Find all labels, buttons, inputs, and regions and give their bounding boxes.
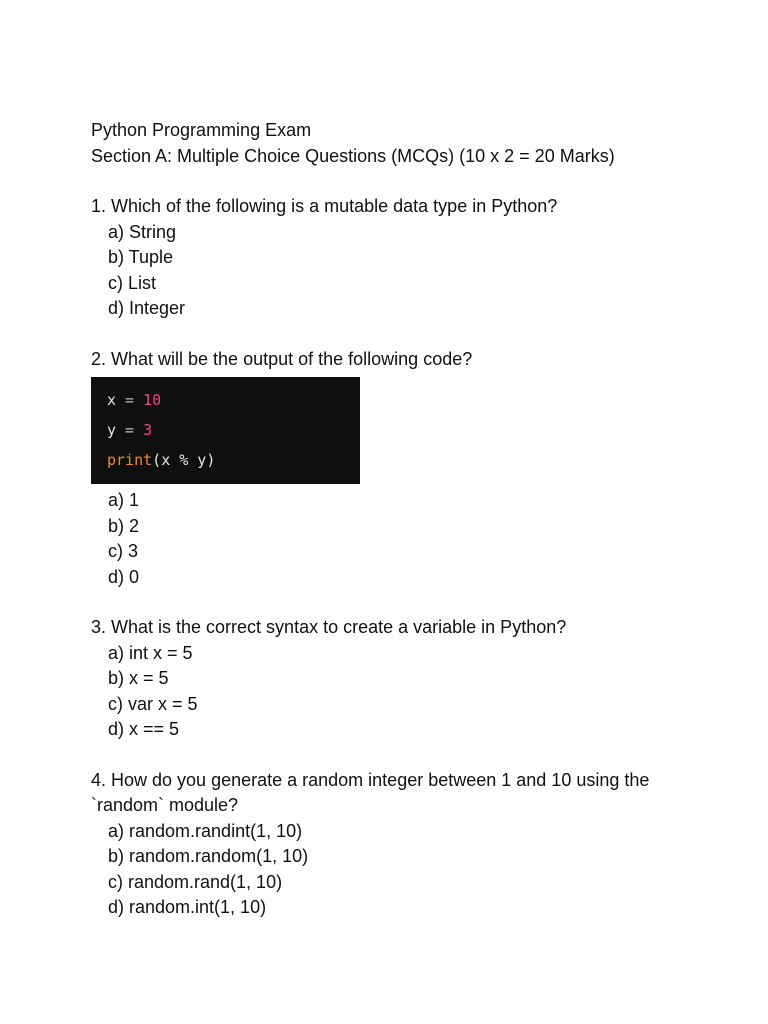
question-3-option-b: b) x = 5 (108, 668, 169, 688)
question-2-option-c: c) 3 (108, 541, 139, 561)
question-4-option-d: d) random.int(1, 10) (108, 897, 267, 917)
question-3-stem: 3. What is the correct syntax to create a variable in Python? (91, 617, 567, 637)
question-4-option-b: b) random.random(1, 10) (108, 846, 309, 866)
code-token-number: 10 (143, 391, 162, 409)
exam-content (91, 118, 731, 921)
code-token-paren: ) (206, 451, 216, 469)
question-4-option-c: c) random.rand(1, 10) (108, 871, 283, 892)
question-1-stem: 1. Which of the following is a mutable data type in Python? (91, 196, 558, 216)
spacer (91, 590, 731, 615)
code-line-2 (107, 415, 360, 445)
question-3-option-a: a) int x = 5 (108, 642, 193, 663)
code-token-op: = (116, 391, 144, 409)
question-1-option-c: c) List (108, 272, 157, 293)
code-line-1 (107, 385, 360, 415)
code-token-number: 3 (143, 421, 153, 439)
question-1-option-b: b) Tuple (108, 247, 174, 267)
question-2-option-d: d) 0 (108, 566, 140, 587)
code-token-function: print (107, 451, 153, 469)
spacer (91, 169, 731, 194)
code-token-var: y (107, 421, 117, 439)
question-4-stem-line-2: `random` module? (91, 795, 239, 815)
spacer (91, 743, 731, 768)
question-3-option-c: c) var x = 5 (108, 693, 198, 714)
question-4 (91, 768, 731, 921)
question-2-stem: 2. What will be the output of the following code? (91, 348, 473, 369)
question-2-option-a: a) 1 (108, 490, 140, 510)
code-line-3 (107, 445, 360, 475)
code-snippet (91, 377, 360, 484)
question-1 (91, 194, 731, 322)
question-1-option-d: d) Integer (108, 298, 186, 318)
question-2 (91, 347, 731, 591)
question-3-option-d: d) x == 5 (108, 719, 180, 739)
question-4-stem-line-1: 4. How do you generate a random integer between 1 and 10 using the (91, 769, 650, 790)
section-heading: Section A: Multiple Choice Questions (MCQs) (10 x 2 = 20 Marks) (91, 145, 615, 166)
code-token-op: = (116, 421, 144, 439)
question-1-option-a: a) String (108, 221, 177, 242)
question-3 (91, 615, 731, 743)
spacer (91, 322, 731, 347)
exam-title: Python Programming Exam (91, 120, 312, 140)
code-token-expr: x % y (161, 451, 207, 469)
question-2-option-b: b) 2 (108, 515, 140, 536)
code-token-paren: ( (152, 451, 162, 469)
code-token-var: x (107, 391, 117, 409)
question-4-option-a: a) random.randint(1, 10) (108, 820, 303, 841)
